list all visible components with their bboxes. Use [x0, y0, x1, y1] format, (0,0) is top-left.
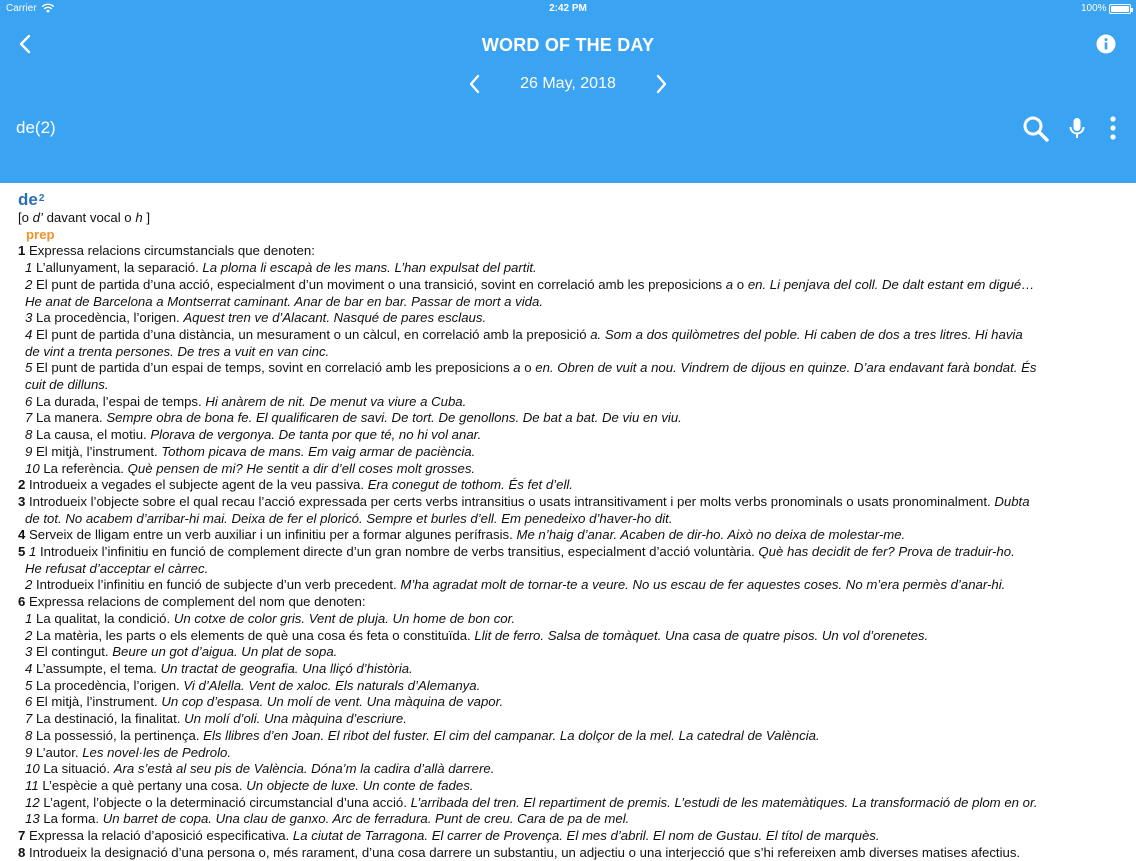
note-text: davant vocal o	[42, 210, 136, 225]
sense-number: 2	[18, 477, 26, 493]
sense-number: 1	[18, 243, 26, 259]
subsense	[18, 277, 1118, 294]
subsense-number: 10	[25, 460, 40, 476]
subsense-number: 4	[25, 326, 33, 342]
sense-text: El mitjà, l’instrument.	[32, 443, 162, 459]
sense-text: La matèria, les parts o els elements de què una cosa és feta o constituïda.	[32, 627, 475, 643]
word-ref: en	[747, 276, 763, 292]
sense-text: Expressa relacions de complement del nom que denoten:	[25, 594, 366, 610]
note-text: ]	[142, 210, 150, 225]
subsense	[18, 661, 1118, 678]
sense	[18, 477, 1118, 494]
carrier-label: Carrier	[6, 3, 37, 14]
microphone-icon[interactable]	[1067, 116, 1087, 142]
info-icon[interactable]	[1096, 34, 1116, 54]
sense-number: 3	[18, 493, 26, 509]
example-text: Un barret de copa. Una clau de ganxo. Arc de ferradura. Punt de creu. Cara de pa de mel.	[102, 811, 630, 827]
example-text: Sempre obra de bona fe. El qualificaren de savi. De tort. De genollons. De bat a bat. De viu en viu.	[106, 410, 682, 426]
subsense-number: 7	[25, 410, 33, 426]
example-text: Aquest tren ve d’Alacant. Nasqué de pares esclaus.	[183, 310, 487, 326]
sense-text: La durada, l’espai de temps.	[32, 393, 206, 409]
sense-text: La manera.	[32, 410, 107, 426]
example-text: Plorava de vergonya. De tanta por que té, no hi vol anar.	[150, 427, 482, 443]
subsense	[18, 711, 1118, 728]
sense	[18, 845, 1118, 861]
example-text: cuit de dilluns.	[25, 377, 109, 393]
sense-text: o	[520, 360, 536, 376]
definition-content	[18, 190, 1118, 861]
sense-text: L’allunyament, la separació.	[32, 260, 203, 276]
example-text: Ara s’està al seu pis de València. Dóna’m la cadira d’allà darrere.	[113, 761, 495, 777]
headword	[18, 190, 1118, 210]
subsense-number: 1	[25, 610, 33, 626]
subsense-number: 3	[25, 310, 33, 326]
subsense-number: 8	[25, 727, 33, 743]
subsense	[18, 410, 1118, 427]
search-word-field[interactable]: de(2)	[16, 118, 56, 137]
sense-number: 8	[18, 844, 26, 860]
subsense-number: 11	[25, 777, 39, 793]
subsense	[18, 628, 1118, 645]
date-label: 26 May, 2018	[520, 75, 616, 92]
subsense-number: 2	[25, 627, 33, 643]
sense-text: El contingut.	[32, 644, 113, 660]
subsense-number: 12	[25, 794, 40, 810]
subsense	[18, 761, 1118, 778]
sense-number: 5	[18, 544, 26, 560]
subsense-number: 2	[25, 276, 33, 292]
note-text: [o	[18, 210, 33, 225]
battery-icon	[1109, 4, 1131, 14]
subsense	[18, 811, 1118, 828]
example-text: L’arribada del tren. El repartiment de premis. L’estudi de les matemàtiques. La transformació de plom en or.	[410, 794, 1038, 810]
example-text: Hi anàrem de nit. De menut va viure a Cuba.	[205, 393, 467, 409]
sense	[18, 527, 1118, 544]
example-text: Vi d’Alella. Vent de xaloc. Els naturals d’Alemanya.	[183, 677, 481, 693]
example-text: Un molí d’oli. Una màquina d’escriure.	[184, 711, 407, 727]
sense-text: La qualitat, la condició.	[32, 610, 174, 626]
subsense	[18, 694, 1118, 711]
subsense	[18, 778, 1118, 795]
example-text: Dubta	[994, 493, 1030, 509]
subsense	[18, 427, 1118, 444]
headword-text: de	[18, 190, 38, 209]
sense	[18, 494, 1118, 511]
subsense-number: 9	[25, 443, 33, 459]
sense	[18, 243, 1118, 260]
word-ref: a	[590, 326, 598, 342]
example-text: Era conegut de tothom. És fet d’ell.	[367, 477, 573, 493]
subsense	[18, 678, 1118, 695]
example-text: Què pensen de mi? He sentit a dir d’ell coses molt grosses.	[127, 460, 476, 476]
sense-text: El mitjà, l’instrument.	[32, 694, 162, 710]
sense-text: Expressa la relació d’aposició especificativa.	[25, 828, 293, 844]
example-text: La ploma li escapà de les mans. L’han expulsat del partit.	[202, 260, 537, 276]
sense-text: Introdueix l’objecte sobre el qual recau l’acció expressada per certs verbs intransitius o usats intransitivament i per molts verbs pronominals o usats pronominalment.	[25, 493, 995, 509]
subsense-number: 5	[25, 360, 33, 376]
example-text: Un cop d’espasa. Un molí de vent. Una màquina de vapor.	[161, 694, 504, 710]
subsense	[18, 644, 1118, 661]
example-text: de tot. No acabem d’arribar-hi mai. Deixa de fer el ploricó. Sempre et burles d’ell. Em penedeixo d’haver-ho dit.	[25, 510, 673, 526]
subsense	[18, 745, 1118, 762]
subsense-number: 1	[25, 260, 33, 276]
example-text: Tothom picava de mans. Em vaig armar de paciència.	[161, 443, 476, 459]
subsense-number: 7	[25, 711, 33, 727]
subsense-number: 6	[25, 694, 33, 710]
battery-percent: 100%	[1081, 3, 1107, 14]
word-ref: en	[535, 360, 550, 376]
subsense-number: 10	[25, 761, 40, 777]
subsense	[18, 461, 1118, 478]
sense-number: 7	[18, 828, 26, 844]
headword-superscript: 2	[38, 193, 45, 204]
subsense-number: 8	[25, 427, 33, 443]
note-text: d’	[32, 210, 43, 225]
header	[0, 0, 1136, 183]
clock-label: 2:42 PM	[549, 3, 587, 14]
subsense	[18, 310, 1118, 327]
subsense	[18, 394, 1118, 411]
example-text: Què has decidit de fer? Prova de traduir-ho.	[758, 544, 1015, 560]
example-text: de vint a trenta persones. De tres a vuit en van cinc.	[25, 343, 330, 359]
subsense	[18, 327, 1118, 344]
search-icon[interactable]	[1022, 115, 1050, 143]
sense-text: La destinació, la finalitat.	[32, 711, 185, 727]
note-text: h	[135, 210, 143, 225]
sense	[18, 594, 1118, 611]
part-of-speech: prep	[26, 226, 55, 242]
sense-text: La referència.	[39, 460, 128, 476]
subsense-number: 3	[25, 644, 33, 660]
subsense-number: 1	[29, 544, 37, 560]
example-text: . Obren de vuit a nou. Vindrem de dijous en quinze. D’ara endavant farà bondat. És	[549, 360, 1037, 376]
sense-text: La causa, el motiu.	[32, 427, 151, 443]
example-text: Me n’haig d’anar. Acaben de dir-ho. Això no deixa de molestar-me.	[516, 527, 906, 543]
sense-text: Introdueix la designació d’una persona o, més rarament, d’una cosa darrere un substantiu, un adjectiu o una interjecció que s’hi refereixen amb diverses matises afectius.	[25, 844, 1021, 860]
sense-text: L’assumpte, el tema.	[32, 660, 161, 676]
sense-text: La situació.	[39, 761, 114, 777]
sense-text: El punt de partida d’un espai de temps, sovint en correlació amb les preposicions	[32, 360, 514, 376]
example-text: La ciutat de Tarragona. El carrer de Provença. El mes d’abril. El nom de Gustau. El títol de marquès.	[292, 828, 880, 844]
sense-text: L’autor.	[32, 744, 83, 760]
headword-note	[18, 210, 1118, 227]
sense-text: El punt de partida d’una acció, especialment d’un moviment o una transició, sovint en correlació amb les preposicions	[32, 276, 726, 292]
subsense-number: 9	[25, 744, 33, 760]
example-text: M’ha agradat molt de tornar-te a veure. No us escau de fer aquestes coses. No m’era permès d’anar-hi.	[400, 577, 1006, 593]
sense-text: La procedència, l’origen.	[32, 677, 184, 693]
sense-text: El punt de partida d’una distància, un mesurament o un càlcul, en correlació amb la preposició	[32, 326, 591, 342]
sense-text: La procedència, l’origen.	[32, 310, 184, 326]
subsense-number: 4	[25, 660, 33, 676]
subsense-number: 5	[25, 677, 33, 693]
status-bar	[0, 0, 1136, 18]
sense-text: Expressa relacions circumstancials que denoten:	[25, 243, 315, 259]
subsense-number: 2	[25, 577, 33, 593]
example-text: He refusat d’acceptar el càrrec.	[25, 560, 209, 576]
sense-text: Serveix de lligam entre un verb auxiliar i un infinitiu per a formar algunes perífrasis.	[25, 527, 517, 543]
subsense	[18, 260, 1118, 277]
subsense	[18, 444, 1118, 461]
subsense	[18, 611, 1118, 628]
sense-text: La possessió, la pertinença.	[32, 727, 204, 743]
sense-text: Introdueix l’infinitiu en funció de complement directe d’un gran nombre de verbs transitius, especialment d’acció voluntària.	[36, 544, 759, 560]
subsense	[18, 795, 1118, 812]
subsense-number: 6	[25, 393, 33, 409]
sense-number: 6	[18, 594, 26, 610]
sense	[18, 828, 1118, 845]
subsense	[18, 360, 1118, 377]
example-text: . Som a dos quilòmetres del poble. Hi caben de dos a tres litres. Hi havia	[597, 326, 1023, 342]
example-text: Les novel·les de Pedrolo.	[82, 744, 232, 760]
sense-text: L’agent, l’objecte o la determinació circumstancial d’una acció.	[39, 794, 411, 810]
page-title: WORD OF THE DAY	[481, 35, 655, 55]
subsense	[18, 728, 1118, 745]
sense	[18, 544, 1118, 561]
sense-number: 4	[18, 527, 26, 543]
example-text: Llit de ferro. Salsa de tomàquet. Una casa de quatre pisos. Un vol d’orenetes.	[474, 627, 929, 643]
sense-text: Introdueix l’infinitiu en funció de subjecte d’un verb precedent.	[32, 577, 401, 593]
example-text: Un cotxe de color gris. Vent de pluja. Un home de bon cor.	[173, 610, 516, 626]
example-text: He anat de Barcelona a Montserrat caminant. Anar de bar en bar. Passar de mort a vida.	[25, 293, 544, 309]
sense-text: La forma.	[39, 811, 103, 827]
more-vertical-icon[interactable]	[1104, 115, 1122, 141]
example-text: Els llibres d’en Joan. El ribot del fuster. El cim del campanar. La dolçor de la mel. La catedral de València.	[203, 727, 820, 743]
sense-text: o	[733, 276, 748, 292]
example-text: . Li penjava del coll. De dalt estant em digué…	[762, 276, 1035, 292]
sense-text: Introdueix a vegades el subjecte agent de la veu passiva.	[25, 477, 368, 493]
example-text: Un objecte de luxe. Un conte de fades.	[246, 777, 474, 793]
subsense-number: 13	[25, 811, 40, 827]
chevron-right-icon[interactable]	[650, 73, 672, 95]
example-text: Un tractat de geografia. Una lliçó d’història.	[160, 660, 413, 676]
sense-text: L’espècie a què pertany una cosa.	[38, 777, 247, 793]
word-ref: a	[513, 360, 521, 376]
word-ref: a	[725, 276, 734, 292]
subsense	[18, 577, 1118, 594]
example-text: Beure un got d’aigua. Un plat de sopa.	[112, 644, 338, 660]
battery-fill	[1111, 6, 1129, 12]
